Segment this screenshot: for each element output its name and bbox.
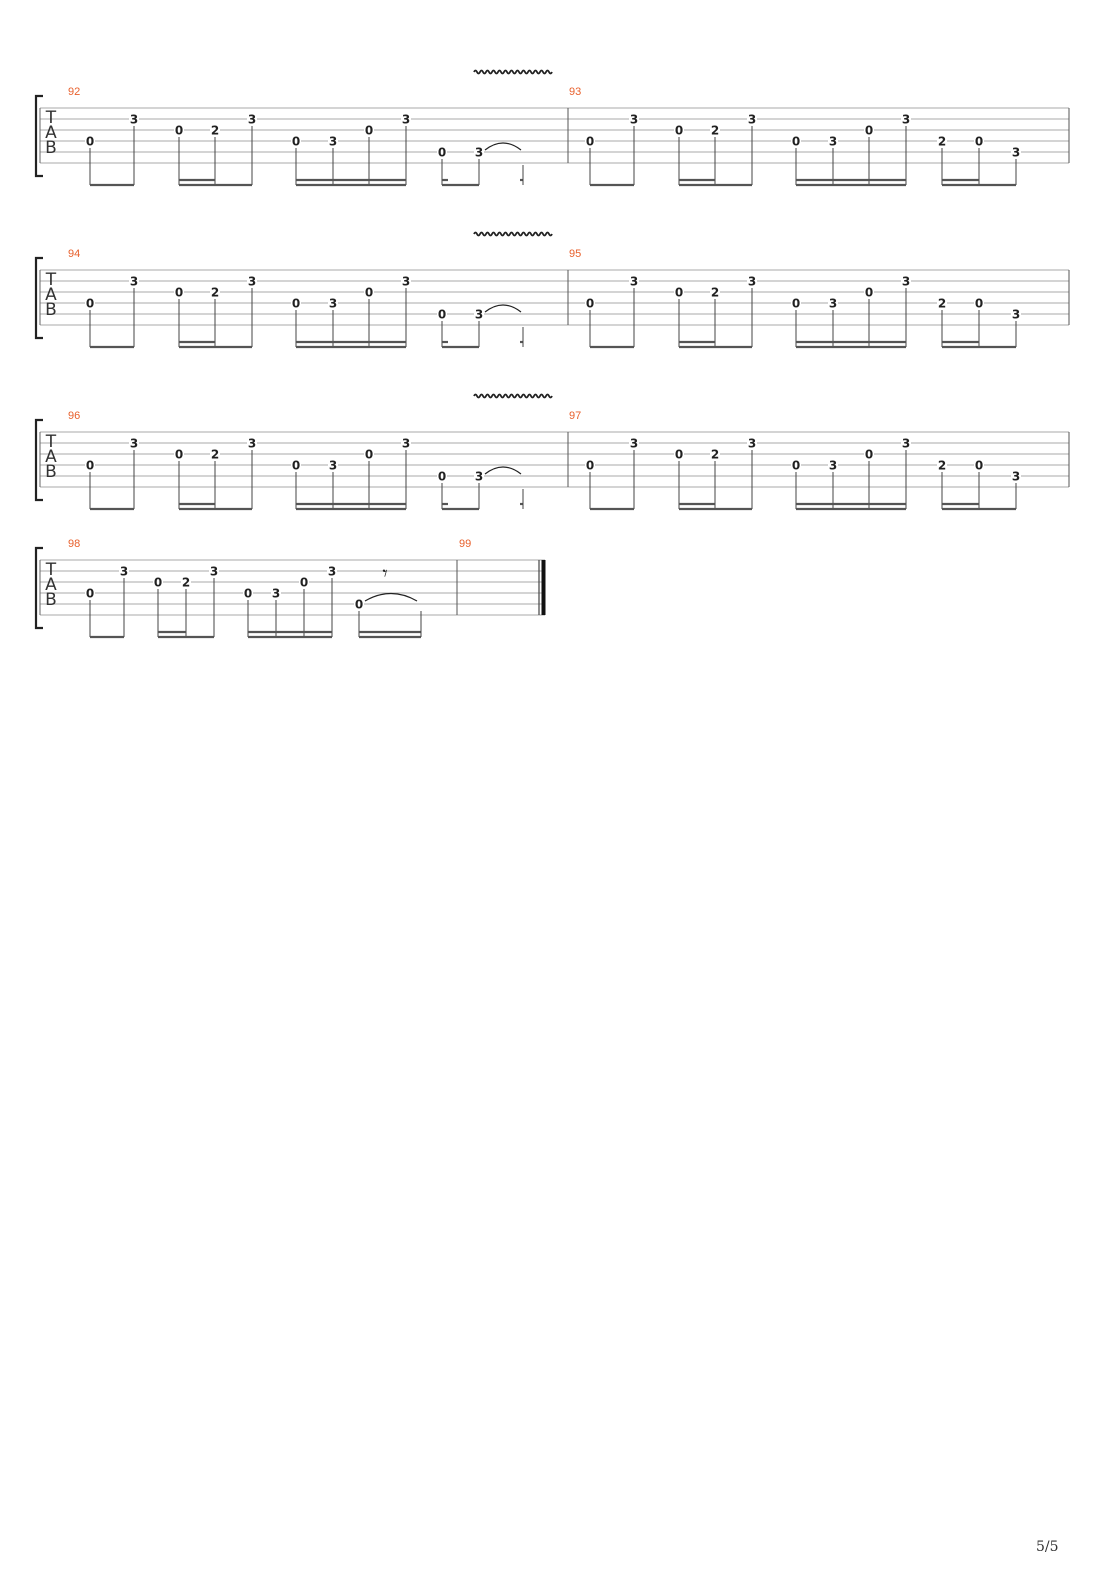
fret-number: 2 (710, 123, 720, 138)
vibrato-mark (474, 233, 552, 236)
fret-number: 0 (437, 307, 447, 322)
fret-number: 0 (674, 447, 684, 462)
tab-clef-letter: A (45, 285, 57, 305)
fret-number: 3 (247, 112, 257, 127)
fret-number: 3 (474, 307, 484, 322)
tab-clef-letter: T (45, 432, 57, 452)
fret-number: 3 (209, 564, 219, 579)
fret-number: 3 (474, 145, 484, 160)
fret-number: 3 (328, 458, 338, 473)
tab-clef-letter: B (45, 138, 57, 158)
fret-number: 0 (791, 296, 801, 311)
measure-number: 94 (68, 248, 81, 260)
tab-clef-letter: A (45, 447, 57, 467)
tab-clef-letter: T (45, 108, 57, 128)
fret-number: 3 (901, 436, 911, 451)
tie-arc (485, 305, 521, 312)
fret-number: 3 (327, 564, 337, 579)
eighth-rest-symbol: 𝄾 (382, 561, 388, 585)
fret-number: 3 (828, 458, 838, 473)
fret-number: 0 (243, 586, 253, 601)
fret-number: 2 (210, 123, 220, 138)
fret-number: 0 (364, 123, 374, 138)
fret-number: 3 (474, 469, 484, 484)
fret-number: 0 (974, 296, 984, 311)
fret-number: 0 (974, 458, 984, 473)
measure-number: 99 (459, 538, 472, 550)
fret-number: 3 (629, 436, 639, 451)
fret-number: 0 (585, 134, 595, 149)
fret-number: 0 (674, 123, 684, 138)
fret-number: 2 (937, 296, 947, 311)
fret-number: 3 (129, 436, 139, 451)
fret-number: 3 (247, 436, 257, 451)
fret-number: 0 (291, 458, 301, 473)
fret-number: 0 (291, 134, 301, 149)
measure-number: 97 (569, 410, 582, 422)
fret-number: 0 (153, 575, 163, 590)
fret-number: 2 (710, 285, 720, 300)
tab-system (36, 71, 1069, 186)
fret-number: 3 (328, 134, 338, 149)
fret-number: 3 (747, 112, 757, 127)
fret-number: 0 (974, 134, 984, 149)
page-number: 5/5 (1036, 1539, 1059, 1555)
fret-number: 3 (129, 274, 139, 289)
fret-number: 0 (437, 145, 447, 160)
fret-number: 3 (1011, 469, 1021, 484)
fret-number: 0 (174, 285, 184, 300)
fret-number: 3 (401, 436, 411, 451)
fret-number: 0 (791, 134, 801, 149)
fret-number: 3 (328, 296, 338, 311)
fret-number: 0 (437, 469, 447, 484)
fret-number: 2 (181, 575, 191, 590)
vibrato-mark (474, 395, 552, 398)
fret-number: 0 (85, 586, 95, 601)
fret-number: 0 (864, 285, 874, 300)
fret-number: 0 (364, 447, 374, 462)
fret-number: 0 (791, 458, 801, 473)
measure-number: 92 (68, 86, 81, 98)
fret-number: 0 (864, 123, 874, 138)
fret-number: 2 (937, 458, 947, 473)
fret-number: 3 (828, 296, 838, 311)
measure-number: 98 (68, 538, 81, 550)
fret-number: 3 (247, 274, 257, 289)
fret-number: 0 (85, 458, 95, 473)
tie-arc (485, 467, 521, 474)
fret-number: 2 (210, 285, 220, 300)
fret-number: 3 (1011, 307, 1021, 322)
fret-number: 2 (210, 447, 220, 462)
fret-number: 2 (937, 134, 947, 149)
fret-number: 0 (299, 575, 309, 590)
fret-number: 3 (828, 134, 838, 149)
fret-number: 3 (119, 564, 129, 579)
fret-number: 0 (864, 447, 874, 462)
measure-number: 95 (569, 248, 582, 260)
tab-system (36, 395, 1069, 510)
fret-number: 2 (710, 447, 720, 462)
tie-arc (365, 594, 417, 602)
measure-number: 96 (68, 410, 81, 422)
fret-number: 3 (401, 112, 411, 127)
tab-system (36, 538, 545, 637)
fret-number: 3 (129, 112, 139, 127)
fret-number: 3 (747, 274, 757, 289)
fret-number: 3 (271, 586, 281, 601)
fret-number: 0 (674, 285, 684, 300)
fret-number: 0 (85, 296, 95, 311)
fret-number: 3 (747, 436, 757, 451)
vibrato-mark (474, 71, 552, 74)
fret-number: 3 (901, 274, 911, 289)
fret-number: 0 (291, 296, 301, 311)
fret-number: 3 (629, 274, 639, 289)
fret-number: 3 (401, 274, 411, 289)
tab-clef-letter: B (45, 300, 57, 320)
tab-clef-letter: T (45, 560, 57, 580)
fret-number: 0 (85, 134, 95, 149)
fret-number: 0 (174, 123, 184, 138)
tab-system (36, 233, 1069, 348)
fret-number: 3 (629, 112, 639, 127)
tab-clef-letter: A (45, 123, 57, 143)
fret-number: 0 (364, 285, 374, 300)
fret-number: 0 (585, 296, 595, 311)
fret-number: 3 (1011, 145, 1021, 160)
fret-number: 0 (354, 597, 364, 612)
fret-number: 0 (174, 447, 184, 462)
measure-number: 93 (569, 86, 582, 98)
tab-clef-letter: A (45, 575, 57, 595)
tab-clef-letter: B (45, 462, 57, 482)
tie-arc (485, 143, 521, 150)
tab-clef-letter: T (45, 270, 57, 290)
fret-number: 0 (585, 458, 595, 473)
tab-clef-letter: B (45, 590, 57, 610)
fret-number: 3 (901, 112, 911, 127)
